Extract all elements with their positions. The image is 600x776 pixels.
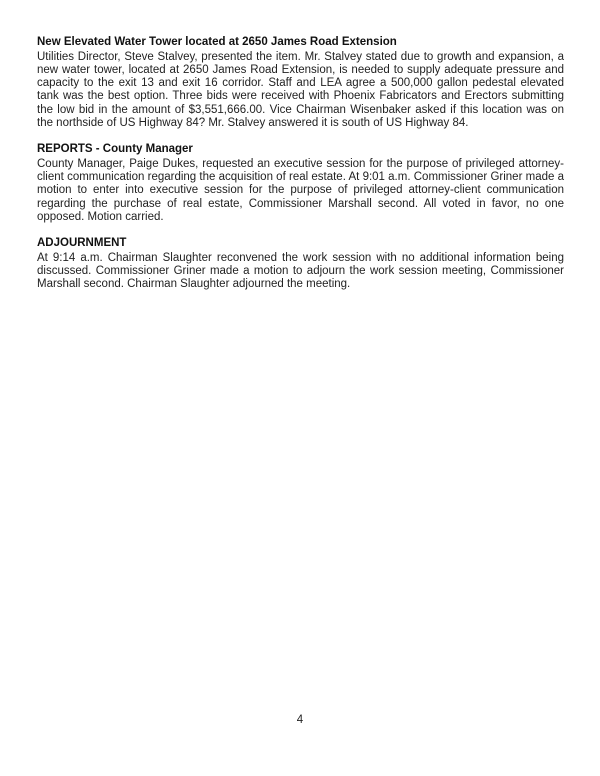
- section-body-water-tower: Utilities Director, Steve Stalvey, presented the item. Mr. Stalvey stated due to growth and expansion, a new water tower, located at 2650 James Road Extension, is needed to supply adequate pressure and capacity to the exit 13 and exit 16 corridor. Staff and LEA agree a 500,000 gallon pedestal elevated tank was the best option. Three bids were received with Phoenix Fabricators and Erectors submitting the low bid in the amount of $3,551,666.00. Vice Chairman Wisenbaker asked if this location was on the northside of US Highway 84? Mr. Stalvey answered it is south of US Highway 84.: [37, 50, 564, 129]
- document-content: [0, 0, 600, 292]
- section-heading-reports: REPORTS - County Manager: [37, 143, 193, 156]
- section-body-adjournment: At 9:14 a.m. Chairman Slaughter reconvened the work session with no additional information being discussed. Commissioner Griner made a motion to adjourn the work session meeting, Commissioner Marshall second. Chairman Slaughter adjourned the meeting.: [37, 251, 564, 291]
- page-number: 4: [296, 714, 304, 726]
- section-heading-adjournment: ADJOURNMENT: [37, 237, 127, 250]
- section-reports-county-manager: [37, 143, 564, 224]
- section-heading-water-tower: New Elevated Water Tower located at 2650 James Road Extension: [37, 36, 397, 48]
- section-body-reports: County Manager, Paige Dukes, requested an executive session for the purpose of privileged attorney-client communication regarding the acquisition of real estate. At 9:01 a.m. Commissioner Griner made a motion to enter into executive session for the purpose of privileged attorney-client communication regarding the purchase of real estate, Commissioner Marshall second. All voted in favor, no one opposed. Motion carried.: [37, 157, 564, 223]
- section-adjournment: [37, 237, 564, 291]
- section-water-tower: [37, 36, 564, 130]
